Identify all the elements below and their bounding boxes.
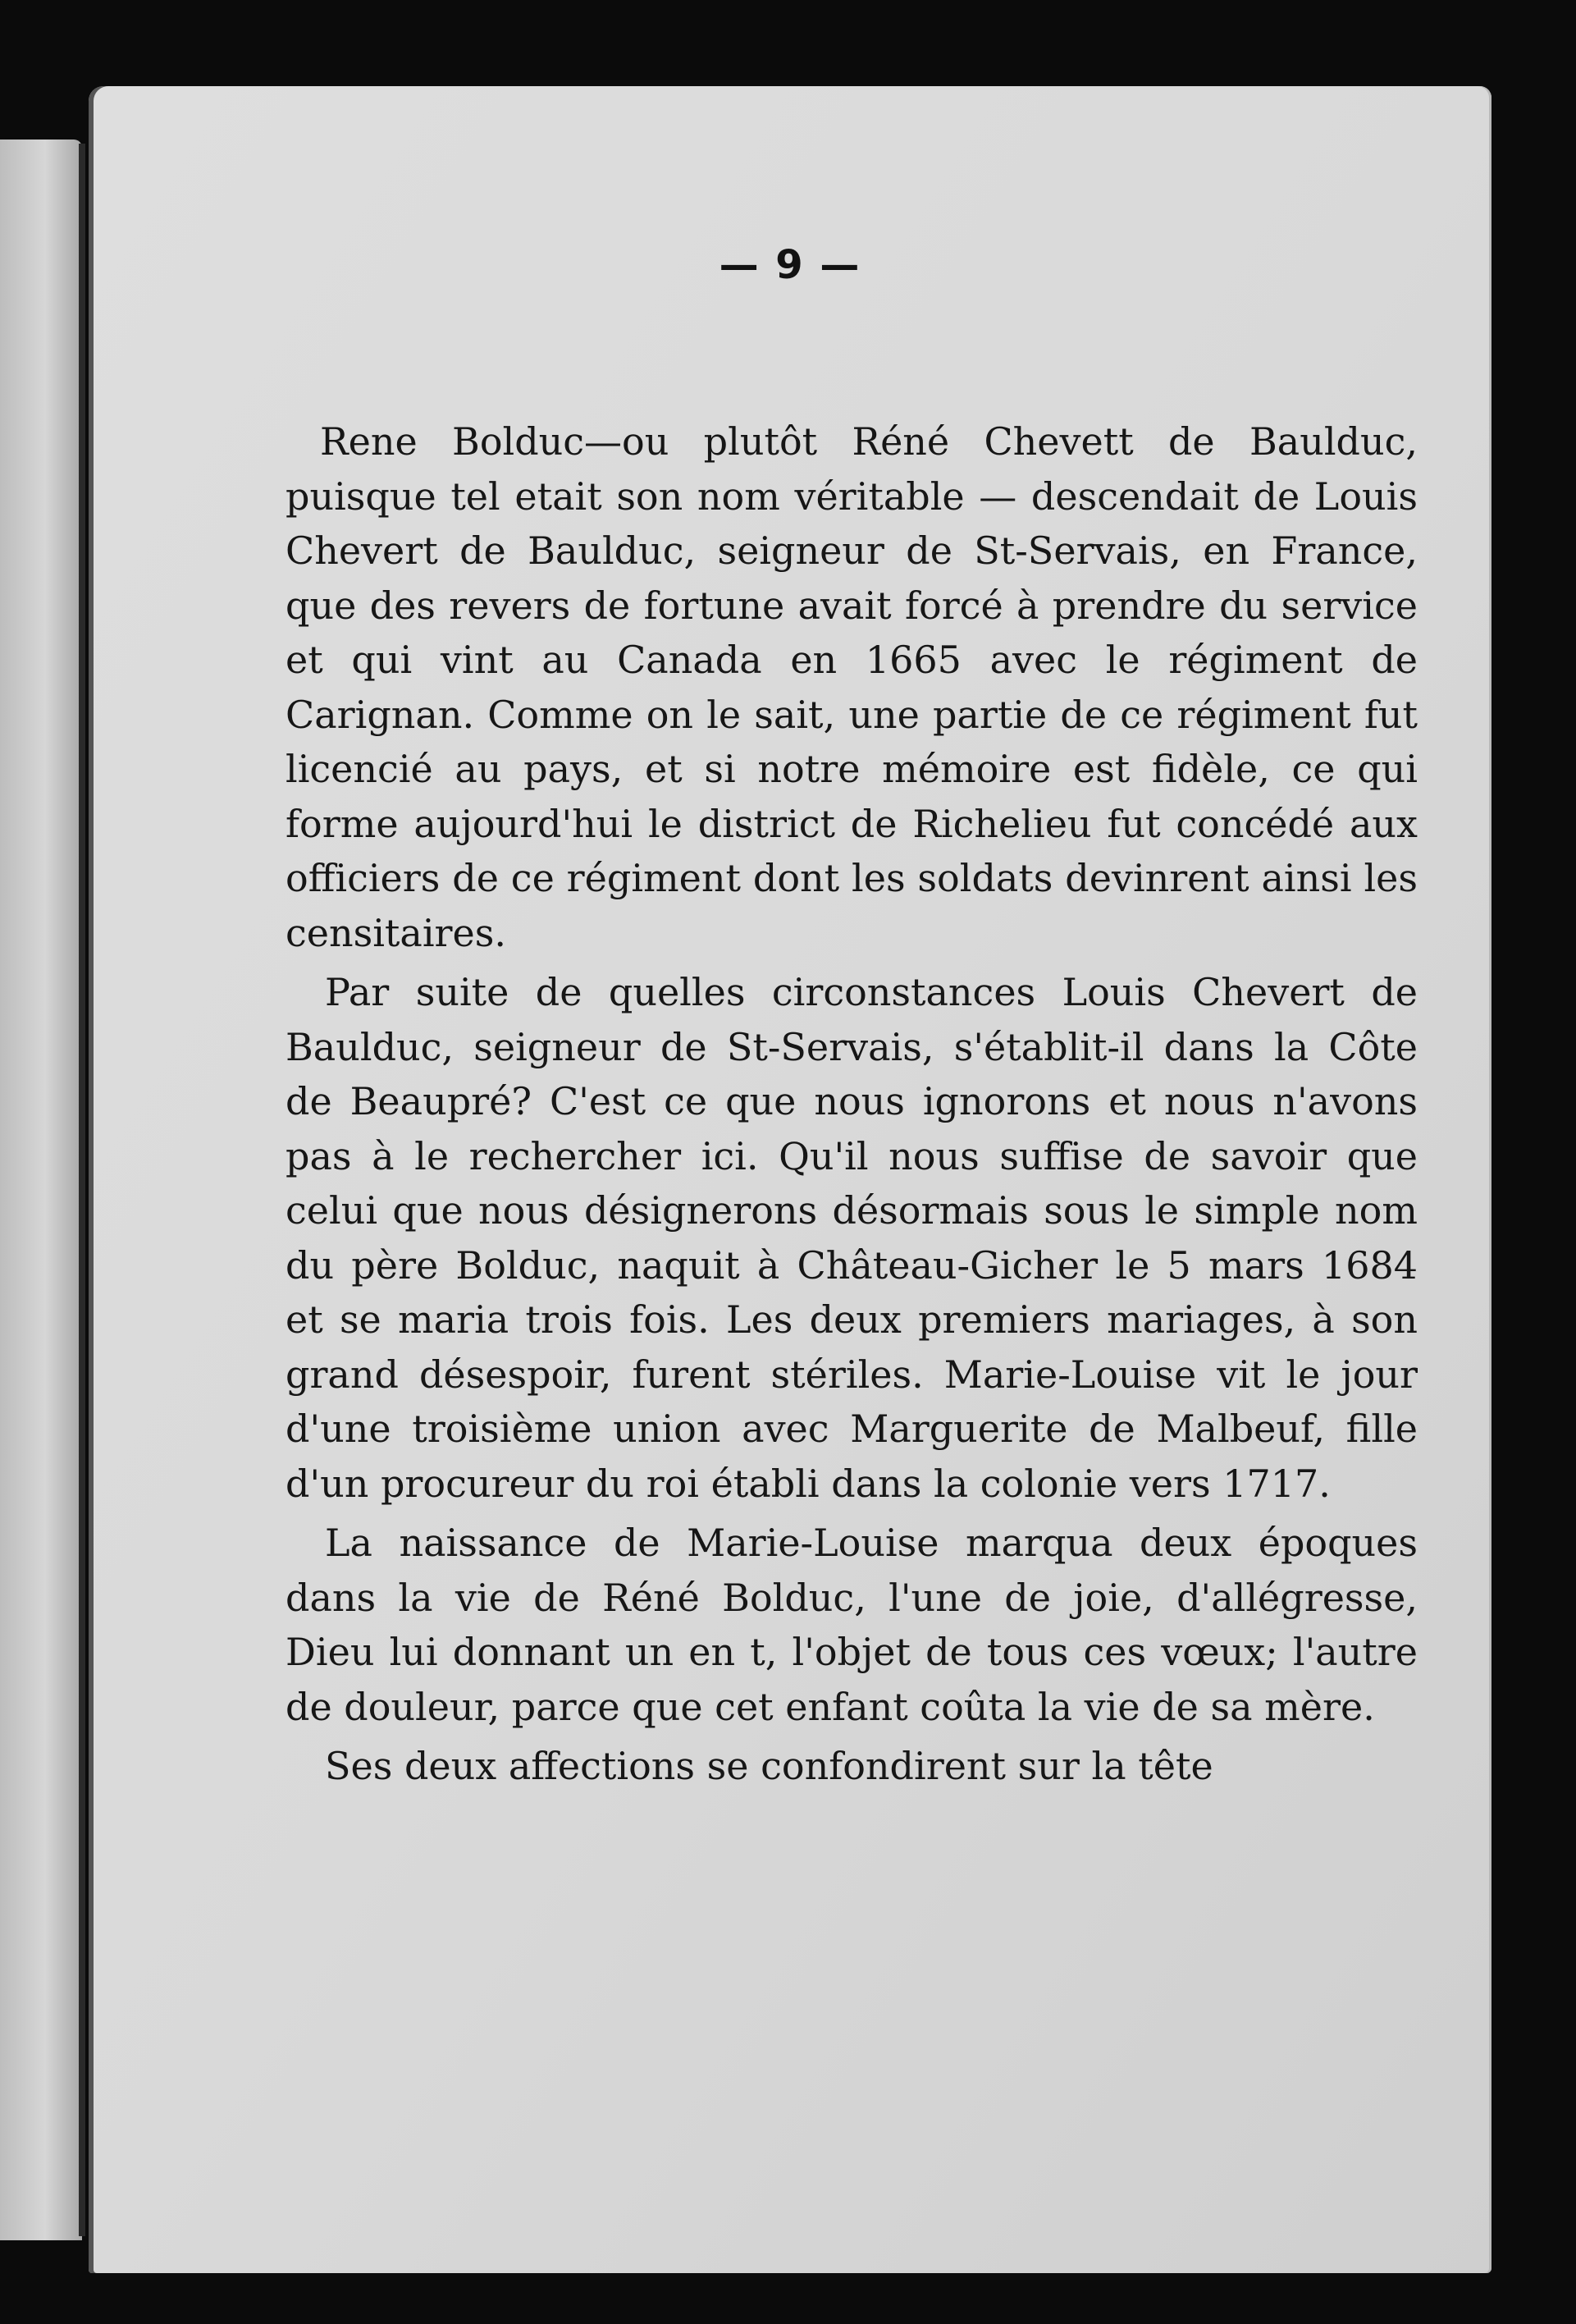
book-gutter: [79, 144, 85, 2236]
previous-page-edge: [0, 140, 82, 2240]
paragraph-4: Ses deux affections se confondirent sur la tête: [325, 1744, 1213, 1788]
paragraph-3: La naissance de Marie-Louise marqua deux époques dans la vie de Réné Bolduc, l'une de joie, d'allégresse, Dieu lui donnant un en t, l'objet de tous ces vœux; l'autre de douleur, parce que cet enfant coûta la vie de sa mère.: [286, 1521, 1418, 1729]
paragraph-2: Par suite de quelles circonstances Louis Chevert de Baulduc, seigneur de St-Servais, s'établit-il dans la Côte de Beaupré? C'est ce que nous ignorons et nous n'avons pas à le rechercher ici. Qu'il nous suffise de savoir que celui que nous désignerons désormais sous le simple nom du père Bolduc, naquit à Château-Gicher le 5 mars 1684 et se maria trois fois. Les deux premiers mariages, à son grand désespoir, furent stériles. Marie-Louise vit le jour d'une troisième union avec Marguerite de Malbeuf, fille d'un procureur du roi établi dans la colonie vers 1717.: [286, 970, 1418, 1506]
page-number: — 9 —: [719, 242, 861, 288]
page-text: [286, 414, 1418, 1794]
paragraph-1: Rene Bolduc—ou plutôt Réné Chevett de Baulduc, puisque tel etait son nom véritable — descendait de Louis Chevert de Baulduc, seigneur de St-Servais, en France, que des revers de fortune avait forcé à prendre du service et qui vint au Canada en 1665 avec le régiment de Carignan. Comme on le sait, une partie de ce régiment fut licencié au pays, et si notre mémoire est fidèle, ce qui forme aujourd'hui le district de Richelieu fut concédé aux officiers de ce régiment dont les soldats devinrent ainsi les censitaires.: [286, 419, 1418, 955]
book-page: [89, 86, 1491, 2273]
